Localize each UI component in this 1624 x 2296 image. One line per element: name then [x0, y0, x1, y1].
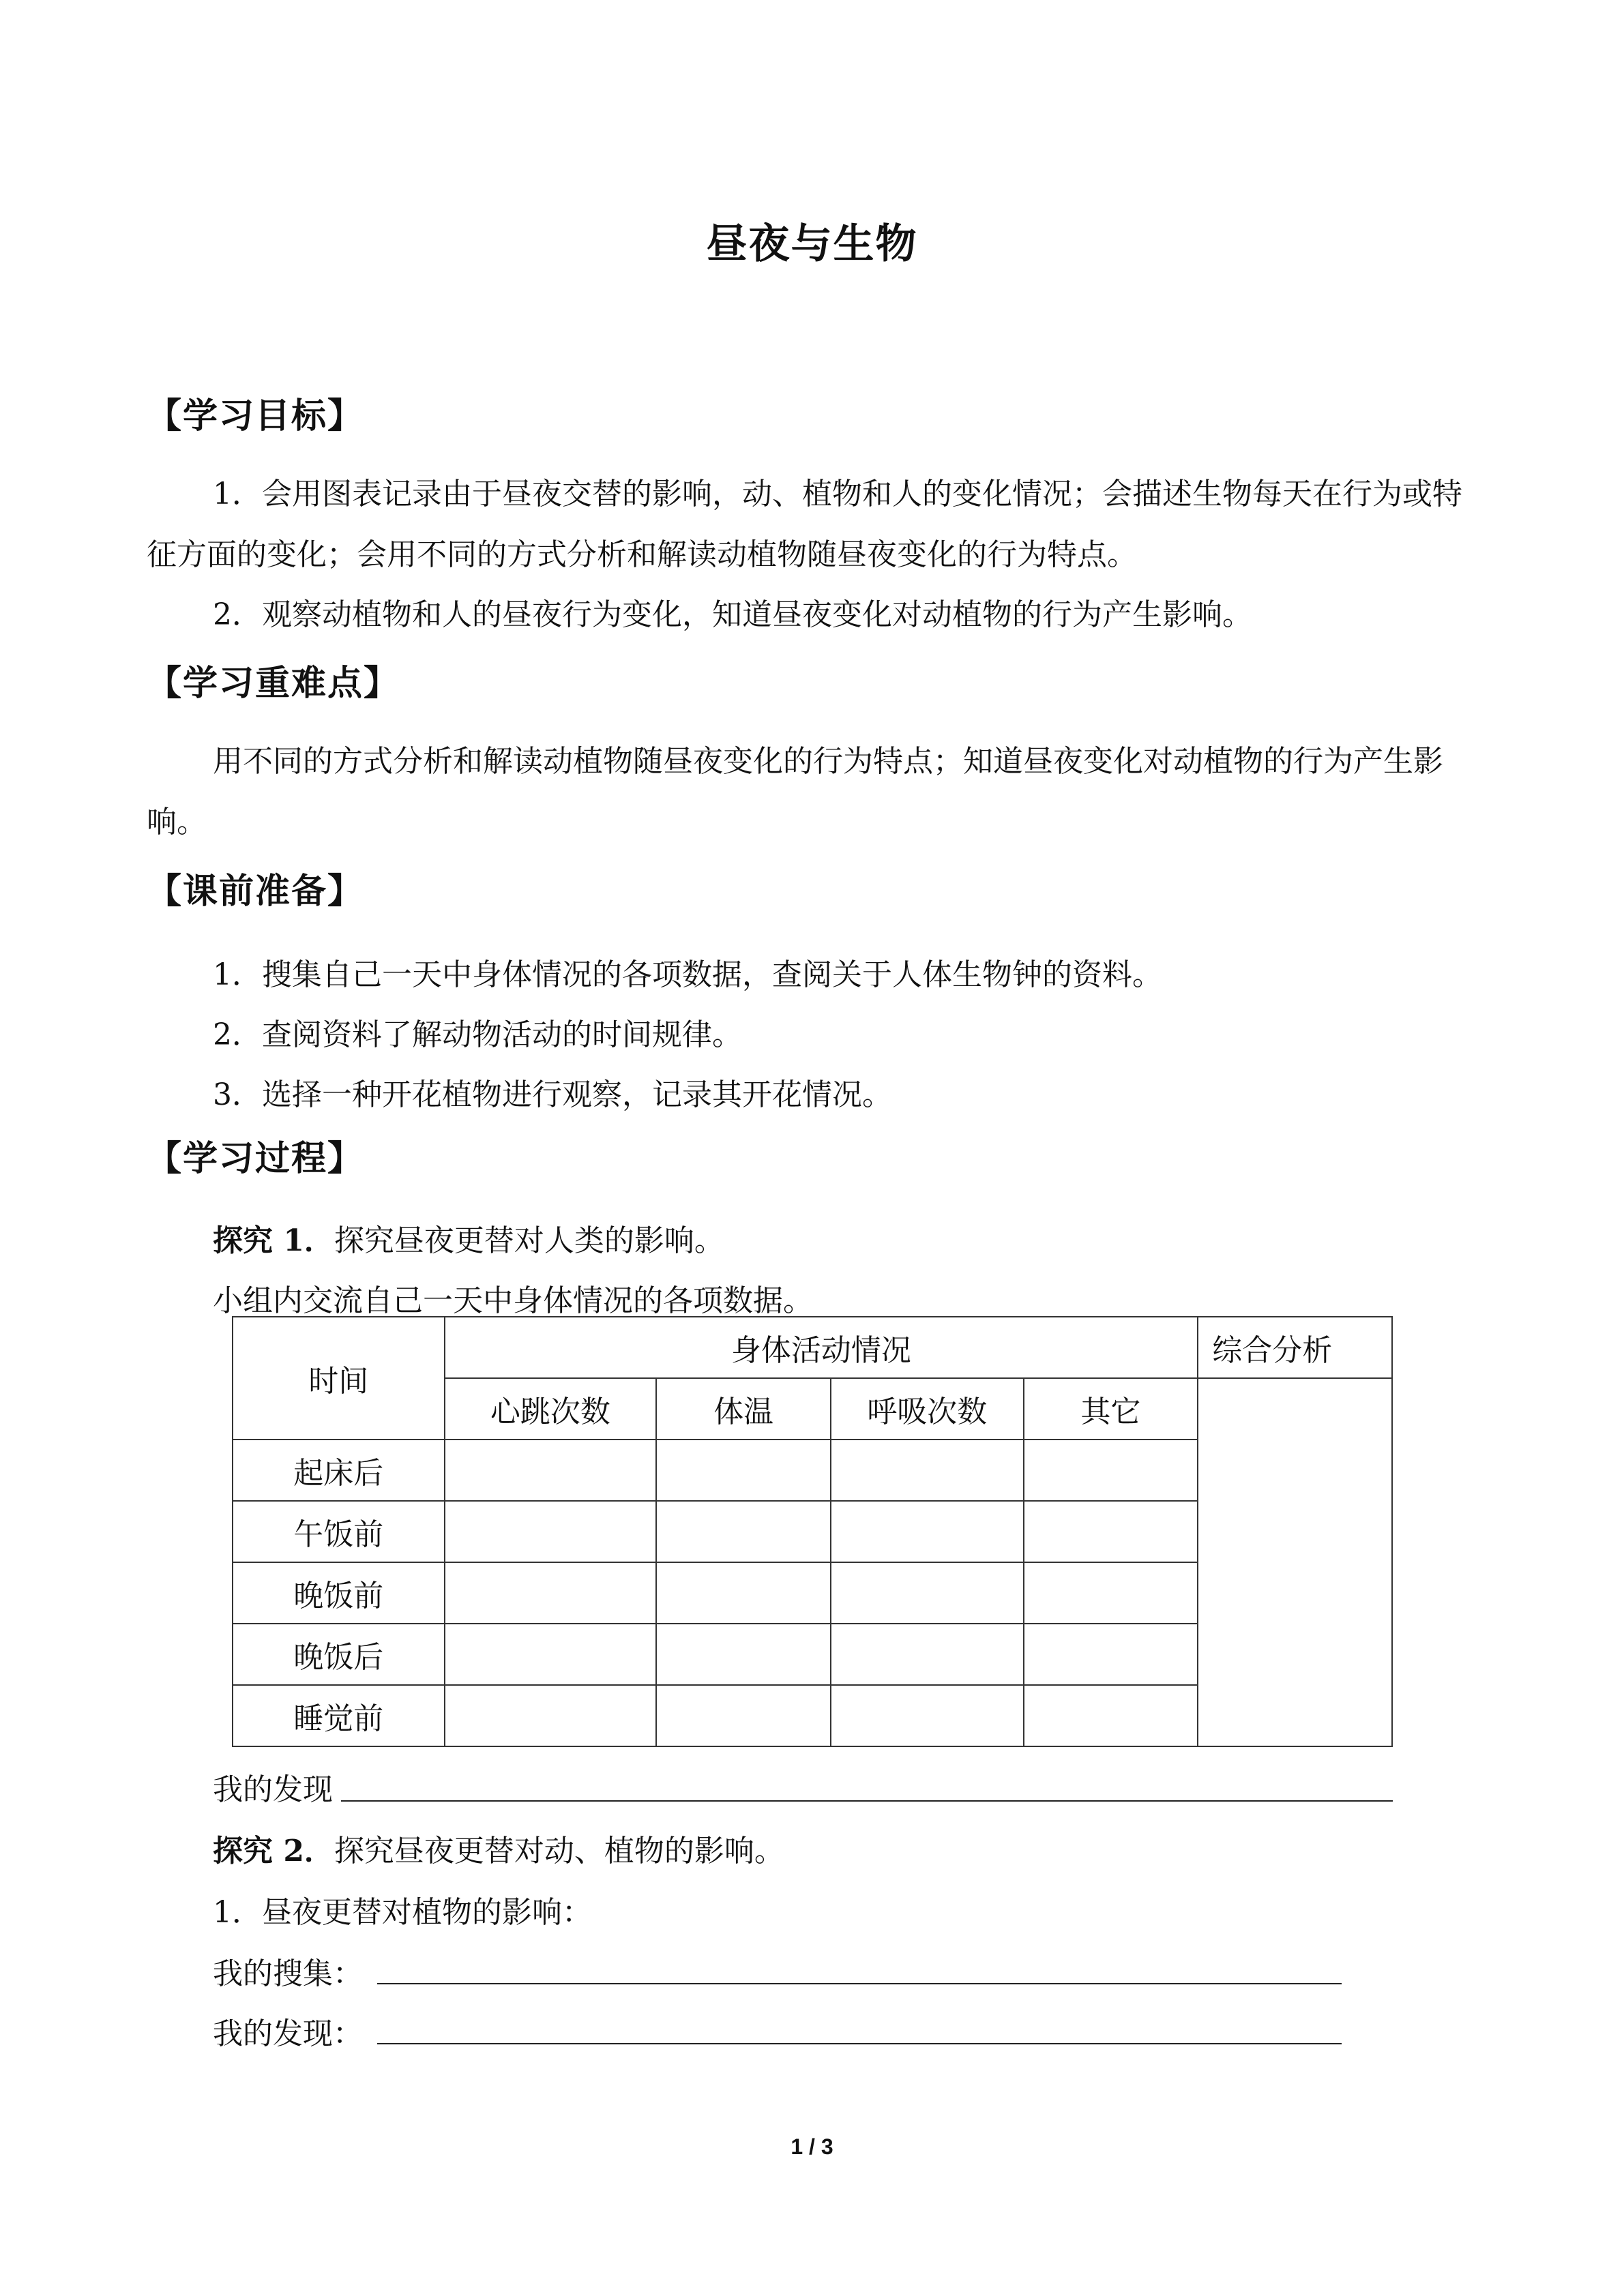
explore-2-line: [213, 1826, 784, 1870]
data-cell[interactable]: [1024, 1440, 1198, 1501]
preparation-item: 2．查阅资料了解动物活动的时间规律。: [213, 1017, 742, 1052]
data-cell[interactable]: [831, 1440, 1024, 1501]
row-label: 晚饭前: [233, 1562, 445, 1624]
data-cell[interactable]: [445, 1624, 657, 1685]
key-points-paragraph: 用不同的方式分析和解读动植物随昼夜变化的行为特点；知道昼夜变化对动植物的行为产生影响。: [147, 744, 1443, 839]
data-cell[interactable]: [1024, 1685, 1198, 1746]
data-cell[interactable]: [445, 1562, 657, 1624]
collect-blank[interactable]: [377, 1983, 1342, 1984]
data-cell[interactable]: [445, 1501, 657, 1562]
row-label: 睡觉前: [233, 1685, 445, 1746]
explore-1-line: [213, 1216, 724, 1259]
preparation-item: 1．搜集自己一天中身体情况的各项数据，查阅关于人体生物钟的资料。: [213, 957, 1162, 992]
table-header-body-activity: 身体活动情况: [445, 1317, 1198, 1378]
data-cell[interactable]: [656, 1562, 831, 1624]
data-cell[interactable]: [445, 1685, 657, 1746]
summary-cell[interactable]: [1198, 1378, 1392, 1746]
row-label: 午饭前: [233, 1501, 445, 1562]
explore-1-label: 探究 1．: [213, 1223, 334, 1258]
explore-2-text: 探究昼夜更替对动、植物的影响。: [334, 1834, 784, 1868]
process-heading: 【学习过程】: [147, 1139, 364, 1179]
data-cell[interactable]: [831, 1685, 1024, 1746]
page-number: 1 / 3: [791, 2134, 833, 2159]
finding-1-blank[interactable]: [341, 1800, 1393, 1802]
explore-1-description: 小组内交流自己一天中身体情况的各项数据。: [213, 1283, 813, 1318]
table-header-other: 其它: [1024, 1378, 1198, 1440]
key-points-heading: 【学习重难点】: [147, 664, 400, 704]
collect-label: 我的搜集：: [213, 1956, 363, 1991]
table-header-temperature: 体温: [656, 1378, 831, 1440]
data-cell[interactable]: [656, 1501, 831, 1562]
explore-1-text: 探究昼夜更替对人类的影响。: [334, 1223, 724, 1258]
data-cell[interactable]: [831, 1624, 1024, 1685]
body-activity-table: [232, 1316, 1393, 1747]
data-cell[interactable]: [831, 1562, 1024, 1624]
data-cell[interactable]: [656, 1624, 831, 1685]
preparation-heading: 【课前准备】: [147, 871, 364, 912]
data-cell[interactable]: [445, 1440, 657, 1501]
data-cell[interactable]: [656, 1440, 831, 1501]
finding-1-label: 我的发现: [213, 1772, 333, 1807]
objectives-paragraph-1: 1．会用图表记录由于昼夜交替的影响，动、植物和人的变化情况；会描述生物每天在行为或特征方面的变化；会用不同的方式分析和解读动植物随昼夜变化的行为特点。: [147, 477, 1462, 572]
preparation-item: 3．选择一种开花植物进行观察，记录其开花情况。: [213, 1077, 892, 1112]
objectives-paragraph-2: 2．观察动植物和人的昼夜行为变化，知道昼夜变化对动植物的行为产生影响。: [213, 597, 1252, 632]
table-header-summary: 综合分析: [1198, 1317, 1392, 1378]
table-header-time: 时间: [233, 1317, 445, 1440]
row-label: 起床后: [233, 1440, 445, 1501]
data-cell[interactable]: [1024, 1501, 1198, 1562]
objectives-heading: 【学习目标】: [147, 396, 364, 436]
data-cell[interactable]: [656, 1685, 831, 1746]
row-label: 晚饭后: [233, 1624, 445, 1685]
page-title: 昼夜与生物: [706, 220, 918, 268]
data-cell[interactable]: [1024, 1624, 1198, 1685]
explore-2-item-1: 1．昼夜更替对植物的影响：: [213, 1895, 592, 1930]
data-cell[interactable]: [1024, 1562, 1198, 1624]
explore-2-label: 探究 2．: [213, 1834, 334, 1868]
finding-2-blank[interactable]: [377, 2043, 1342, 2044]
finding-2-label: 我的发现：: [213, 2016, 363, 2051]
data-cell[interactable]: [831, 1501, 1024, 1562]
table-header-breathing: 呼吸次数: [831, 1378, 1024, 1440]
table-header-heartbeat: 心跳次数: [445, 1378, 657, 1440]
